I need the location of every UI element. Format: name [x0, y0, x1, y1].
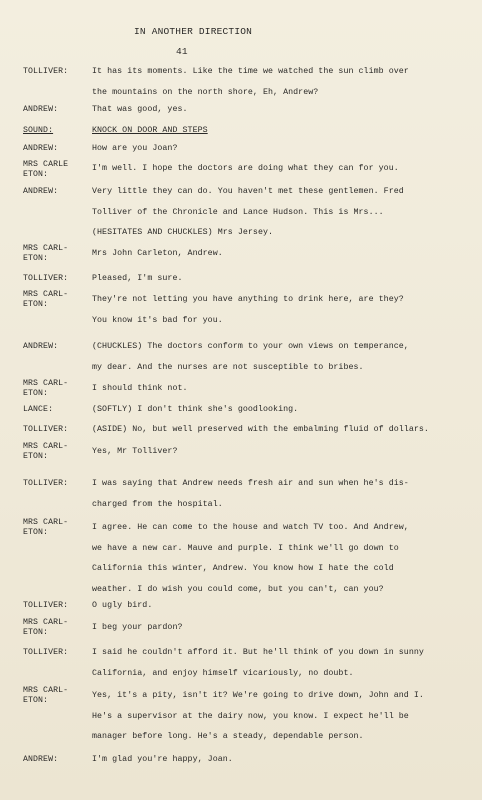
speaker-label: TOLLIVER:: [23, 479, 69, 488]
speaker-label: LANCE:: [23, 405, 54, 414]
speaker-label: TOLLIVER:: [23, 425, 69, 434]
speaker-label: MRS CARL- ETON:: [23, 244, 69, 263]
dialogue-line: my dear. And the nurses are not susceptible to bribes.: [92, 362, 364, 372]
dialogue-line: They're not letting you have anything to drink here, are they?: [92, 295, 404, 304]
page-number: 41: [176, 46, 188, 57]
dialogue-line: KNOCK ON DOOR AND STEPS: [92, 126, 208, 135]
dialogue-line: It has its moments. Like the time we watched the sun climb over: [92, 67, 409, 76]
dialogue-line: Mrs John Carleton, Andrew.: [92, 249, 223, 258]
dialogue-line: (CHUCKLES) The doctors conform to your own views on temperance,: [92, 342, 409, 351]
speaker-label: MRS CARL- ETON:: [23, 379, 69, 398]
speaker-label: TOLLIVER:: [23, 67, 69, 76]
speaker-label: ANDREW:: [23, 105, 59, 114]
dialogue-line: I should think not.: [92, 384, 188, 393]
dialogue-line: weather. I do wish you could come, but you can't, can you?: [92, 584, 384, 594]
dialogue-line: charged from the hospital.: [92, 499, 223, 509]
dialogue-line: O ugly bird.: [92, 601, 153, 610]
dialogue-line: Very little they can do. You haven't met these gentlemen. Fred: [92, 187, 404, 196]
dialogue-line: I said he couldn't afford it. But he'll think of you down in sunny: [92, 648, 424, 657]
dialogue-line: manager before long. He's a steady, dependable person.: [92, 732, 364, 741]
speaker-label: MRS CARLE ETON:: [23, 160, 69, 179]
dialogue-line: California this winter, Andrew. You know how I hate the cold: [92, 564, 394, 573]
dialogue-line: (ASIDE) No, but well preserved with the embalming fluid of dollars.: [92, 425, 429, 434]
dialogue-line: I'm well. I hope the doctors are doing what they can for you.: [92, 164, 399, 173]
dialogue-line: Tolliver of the Chronicle and Lance Hudson. This is Mrs...: [92, 207, 384, 217]
dialogue-line: How are you Joan?: [92, 144, 178, 153]
dialogue-line: He's a supervisor at the dairy now, you know. I expect he'll be: [92, 711, 409, 721]
dialogue-line: California, and enjoy himself vicariously, no doubt.: [92, 668, 354, 678]
dialogue-line: the mountains on the north shore, Eh, Andrew?: [92, 87, 319, 97]
speaker-label: ANDREW:: [23, 187, 59, 196]
dialogue-line: I agree. He can come to the house and watch TV too. And Andrew,: [92, 523, 409, 532]
speaker-label: TOLLIVER:: [23, 274, 69, 283]
dialogue-line: I beg your pardon?: [92, 623, 183, 632]
speaker-label: MRS CARL- ETON:: [23, 442, 69, 461]
dialogue-line: I was saying that Andrew needs fresh air and sun when he's dis-: [92, 479, 409, 488]
speaker-label: ANDREW:: [23, 144, 59, 153]
speaker-label: ANDREW:: [23, 755, 59, 764]
dialogue-line: I'm glad you're happy, Joan.: [92, 755, 233, 764]
speaker-label: TOLLIVER:: [23, 648, 69, 657]
script-title: IN ANOTHER DIRECTION: [134, 26, 253, 37]
speaker-label: MRS CARL- ETON:: [23, 290, 69, 309]
dialogue-line: That was good, yes.: [92, 105, 188, 114]
speaker-label: TOLLIVER:: [23, 601, 69, 610]
dialogue-line: Yes, it's a pity, isn't it? We're going to drive down, John and I.: [92, 691, 424, 700]
dialogue-line: Pleased, I'm sure.: [92, 274, 183, 283]
speaker-label: MRS CARL- ETON:: [23, 518, 69, 537]
dialogue-line: we have a new car. Mauve and purple. I think we'll go down to: [92, 543, 399, 553]
dialogue-line: (HESITATES AND CHUCKLES) Mrs Jersey.: [92, 228, 274, 237]
speaker-label: MRS CARL- ETON:: [23, 686, 69, 705]
speaker-label: SOUND:: [23, 126, 54, 135]
dialogue-line: You know it's bad for you.: [92, 315, 223, 325]
dialogue-line: Yes, Mr Tolliver?: [92, 447, 178, 456]
dialogue-line: (SOFTLY) I don't think she's goodlooking.: [92, 405, 299, 414]
speaker-label: MRS CARL- ETON:: [23, 618, 69, 637]
speaker-label: ANDREW:: [23, 342, 59, 351]
